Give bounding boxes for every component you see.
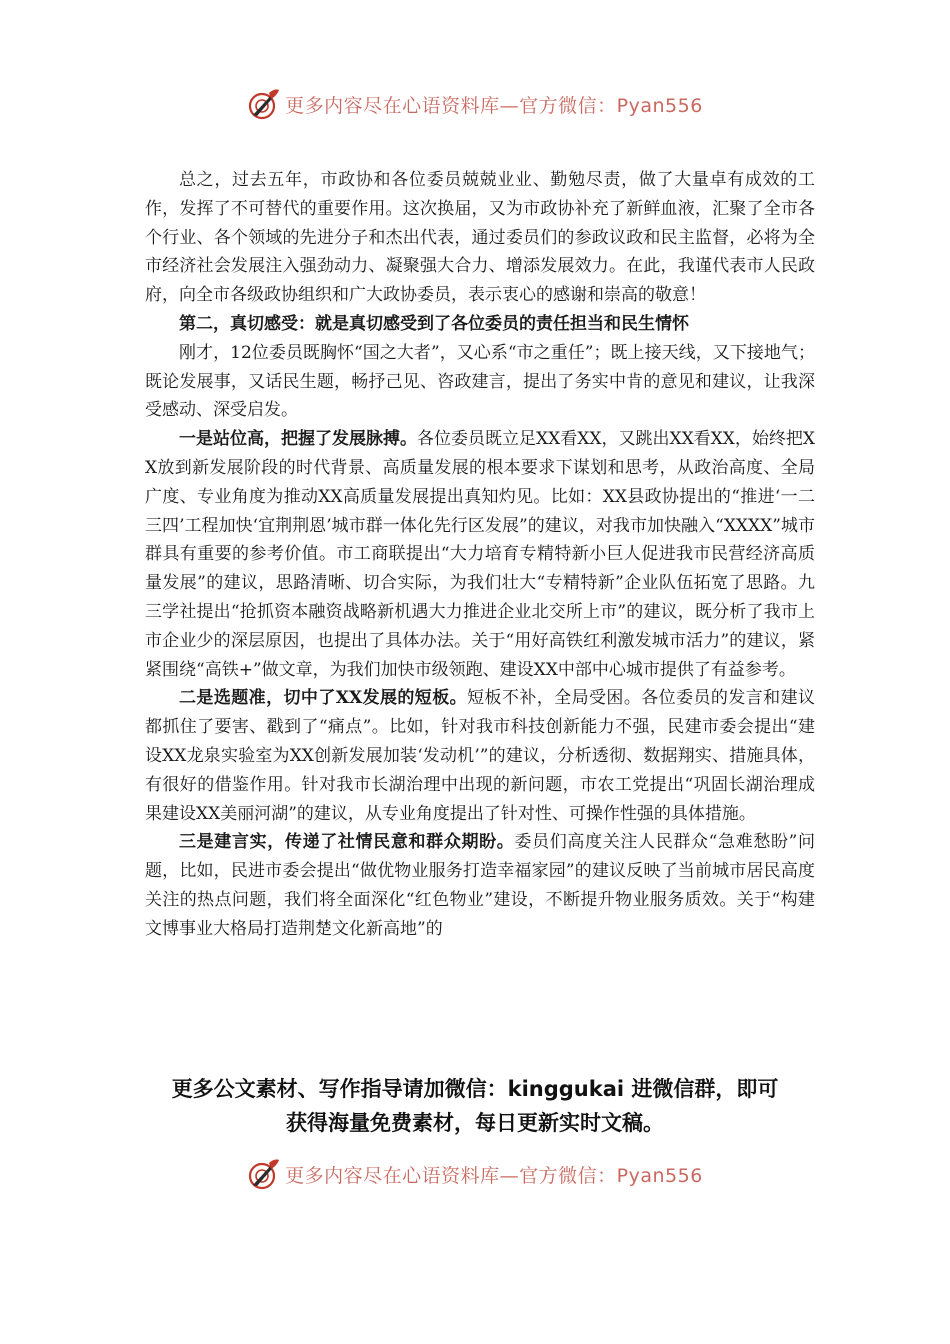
paragraph-point-three	[145, 828, 815, 943]
wechat-id: Pyan556	[616, 94, 703, 117]
paragraph-point-two	[145, 684, 815, 828]
promo-line-2: 获得海量免费素材，每日更新实时文稿。	[286, 1111, 664, 1135]
quill-logo-icon	[247, 1157, 281, 1191]
point-two-text: 短板不补，全局受困。各位委员的发言和建议都抓住了要害、戳到了“痛点”。比如，针对我市科技创新能力不强，民建市委会提出“建设XX龙泉实验室为XX创新发展加装‘发动机’”的建议，分析透彻、数据翔实、措施具体，有很好的借鉴作用。针对我市长湖治理中出现的新问题，市农工党提出“巩固长湖治理成果建设XX美丽河湖”的建议，从专业角度提出了针对性、可操作性强的具体措施。	[145, 688, 815, 824]
point-one-lead: 一是站位高，把握了发展脉搏。	[179, 429, 418, 450]
banner-caption	[285, 91, 703, 118]
section-heading: 第二，真切感受：就是真切感受到了各位委员的责任担当和民生情怀	[179, 313, 689, 334]
banner-caption	[285, 1161, 703, 1188]
point-two-lead: 二是选题准，切中了XX发展的短板。	[179, 688, 468, 709]
footer-banner	[0, 1152, 950, 1196]
banner-text: 更多内容尽在心语资料库—官方微信：	[285, 1164, 617, 1187]
paragraph-point-one	[145, 425, 815, 684]
wechat-id: Pyan556	[616, 1164, 703, 1187]
point-three-lead: 三是建言实，传递了社情民意和群众期盼。	[179, 832, 515, 853]
quill-logo-icon	[247, 87, 281, 121]
paragraph-summary: 总之，过去五年，市政协和各位委员兢兢业业、勤勉尽责，做了大量卓有成效的工作，发挥了不可替代的重要作用。这次换届，又为市政协补充了新鲜血液，汇聚了全市各个行业、各个领域的先进分子和杰出代表，通过委员们的参政议政和民主监督，必将为全市经济社会发展注入强劲动力、凝聚强大合力、增添发展效力。在此，我谨代表市人民政府，向全市各级政协组织和广大政协委员，表示衷心的感谢和崇高的敬意！	[145, 170, 815, 306]
paragraph-intro: 刚才，12位委员既胸怀“国之大者”，又心系“市之重任”；既上接天线，又下接地气；既论发展事，又话民生题，畅抒己见、咨政建言，提出了务实中肯的意见和建议，让我深受感动、深受启发。	[145, 342, 815, 421]
document-body	[145, 166, 815, 944]
banner-text: 更多内容尽在心语资料库—官方微信：	[285, 94, 617, 117]
header-banner	[0, 82, 950, 126]
point-three-text: 委员们高度关注人民群众“急难愁盼”问题，比如，民进市委会提出“做优物业服务打造幸福家园”的建议反映了当前城市居民高度关注的热点问题，我们将全面深化“红色物业”建设，不断提升物业服务质效。关于“构建文博事业大格局打造荆楚文化新高地”的	[145, 832, 815, 939]
promo-notice	[0, 1072, 950, 1140]
promo-line-1: 更多公文素材、写作指导请加微信：kinggukai 进微信群，即可	[171, 1077, 779, 1101]
point-one-text: 各位委员既立足XX看XX，又跳出XX看XX，始终把XX放到新发展阶段的时代背景、高质量发展的根本要求下谋划和思考，从政治高度、全局广度、专业角度为推动XX高质量发展提出真知灼见。比如：XX县政协提出的“推进‘一二三四’工程加快‘宜荆荆恩’城市群一体化先行区发展”的建议，对我市加快融入“XXXX”城市群具有重要的参考价值。市工商联提出“大力培育专精特新小巨人促进我市民营经济高质量发展”的建议，思路清晰、切合实际，为我们壮大“专精特新”企业队伍拓宽了思路。九三学社提出“抢抓资本融资战略新机遇大力推进企业北交所上市”的建议，既分析了我市上市企业少的深层原因，也提出了具体办法。关于“用好高铁红利激发城市活力”的建议，紧紧围绕“高铁+”做文章，为我们加快市级领跑、建设XX中部中心城市提供了有益参考。	[145, 429, 815, 680]
